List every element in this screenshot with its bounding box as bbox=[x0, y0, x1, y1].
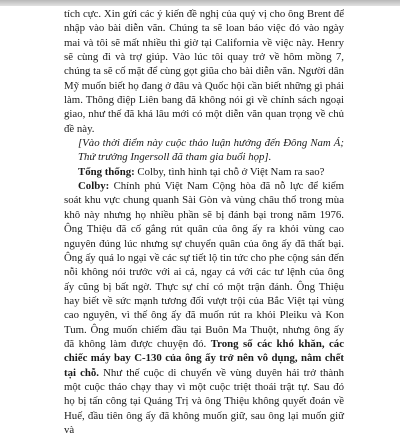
speaker-label-colby: Colby: bbox=[78, 180, 110, 193]
dialogue-colby bbox=[64, 179, 344, 437]
editorial-note: [Vào thời điểm này cuộc thảo luận hướng đến Đông Nam Á; Thứ trưởng Ingersoll đã tham gia buổi họp]. bbox=[78, 137, 344, 164]
speaker-label-president: Tổng thống: bbox=[78, 165, 135, 178]
president-question: Colby, tình hình tại chỗ ở Việt Nam ra sao? bbox=[134, 165, 325, 178]
document-page bbox=[64, 7, 344, 437]
colby-reply-part2: Như thế cuộc di chuyển về vùng duyên hải trở thành một cuộc tháo chạy thay vì một cuộc triệt thoái trật tự. Sau đó họ bị tấn công tại Quảng Trị và ông Thiệu không quyết đoán về Huế, đầu tiên ông ấy đã không muốn giữ, sau ông lại muốn giữ và bbox=[64, 366, 344, 436]
colby-reply-part1: Chính phủ Việt Nam Cộng hòa đã nỗ lực để kiểm soát khu vực chung quanh Sài Gòn và vùng châu thổ trong mùa khô này nhưng họ nhiều phần sẽ bị đánh bại trong năm 1976. Ông Thiệu đã cố gắng rút quân của ông ấy ra khỏi vùng cao nguyên đúng lúc nhưng sự chuyển quân của ông ấy đã thất bại. Ông ấy quá lo ngại về các sự tiết lộ tin tức cho phe cộng sản đến nỗi không nói trước với ai cả, ngay cả với các tư lệnh của ông ấy cũng bị bất ngờ. Thực sự chỉ có một trận đánh. Ông Thiệu hay biết về sức mạnh tương đối vượt trội của Bắc Việt tại vùng cao nguyên, vì thế ông ấy đã muốn rút ra khỏi Pleiku và Kon Tum. Ông muốn chiếm đầu tại Buôn Ma Thuột, nhưng ông ấy đã không làm được chuyện đó. bbox=[64, 180, 344, 350]
colby-reply-bold: Trong số các khó khăn, các chiếc máy bay C-130 của ông ấy trở nên vô dụng, nằm chết tại chỗ. bbox=[64, 337, 344, 379]
page-top-border bbox=[0, 0, 400, 6]
paragraph-continuation: tích cực. Xin gửi các ý kiến đề nghị của quý vị cho ông Brent để nhập vào bài diễn văn. Chúng ta sẽ loan báo việc đó vào ngày mai và tôi sẽ mất nhiều thì giờ tại California về việc này. Henry sẽ cùng đi và trợ giúp. Vào lúc tôi quay trở về hôm mồng 7, chúng ta sẽ cố mặt để cùng gọt giũa cho bài diễn văn. Người dân Mỹ muốn biết họ đang ở đâu và Quốc hội cần biết những gì phải làm. Thông điệp Liên bang đã không nói gì về chính sách ngoại giao, như thế đã khá lâu mới có một diễn văn quan trọng về chủ đề này. bbox=[64, 8, 344, 135]
dialogue-president bbox=[64, 165, 344, 179]
